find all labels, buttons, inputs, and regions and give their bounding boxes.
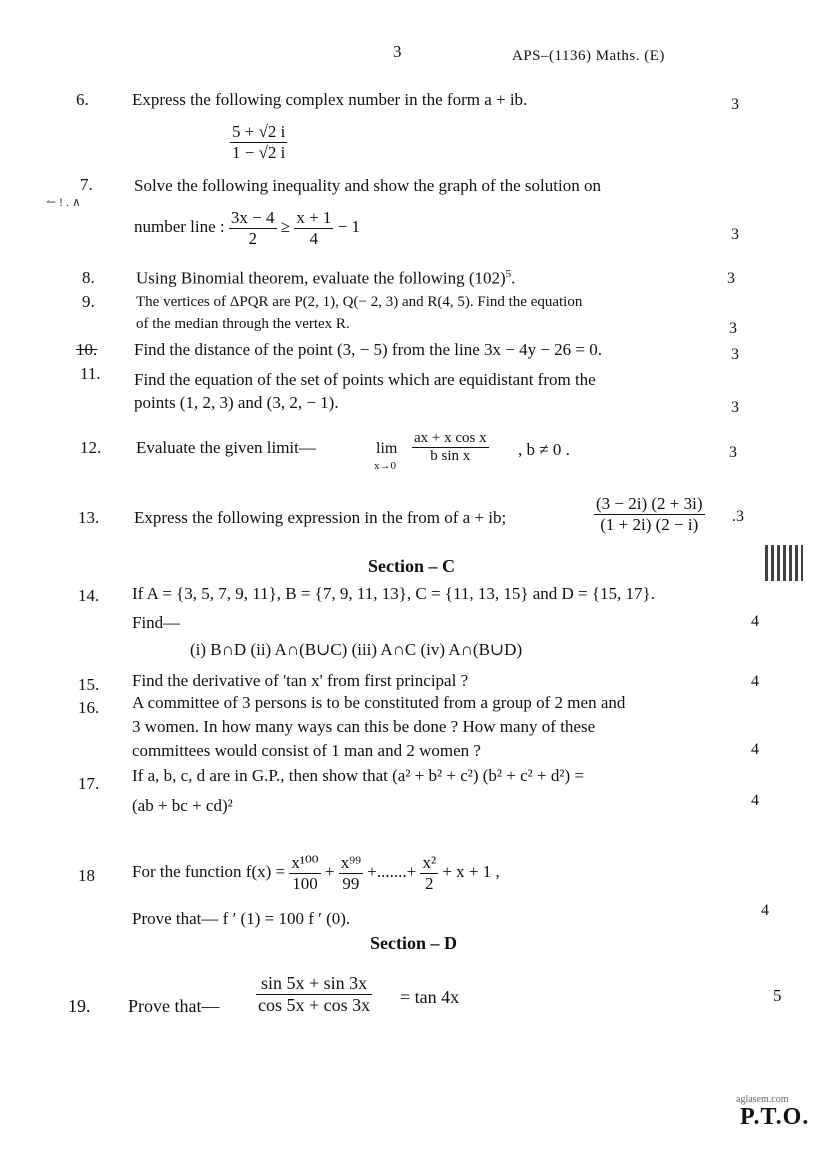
ge-symbol: ≥ [280,216,291,236]
question-text: Express the following complex number in the form a + ib. [132,90,528,109]
question-number: 16. [78,698,100,717]
fraction-numerator: 5 + √2 i [232,122,286,141]
fraction-numerator: (3 − 2i) (2 + 3i) [596,494,703,513]
question-text-line2: Prove that— f ′ (1) = 100 f ′ (0). [132,909,351,928]
question-marks: 4 [751,673,759,690]
question-number: 19. [68,996,91,1016]
question-suffix: + x + 1 , [442,861,500,881]
paper-code: APS–(1136) Maths. (E) [512,48,665,64]
fraction-numerator: sin 5x + sin 3x [256,973,372,995]
question-text [136,268,515,289]
qr-code-image [765,545,803,581]
pto-label: P.T.O. [740,1104,810,1130]
question-number: 12. [80,438,102,457]
question-number: 9. [82,292,95,311]
question-body: Using Binomial theorem, evaluate the following (102) [136,268,506,288]
question-text-line2: of the median through the vertex R. [136,316,350,332]
watermark: aglasem.com [736,1094,789,1105]
page-number: 3 [393,42,402,61]
question-text: For the function f(x) = $\frac{\text{x¹⁰⁰}}{100}$ + $\frac{\text{x⁹⁹}}{99}$ +.......+ $\frac{\text{x²}}{2}$ + x + 1 , [132,853,500,893]
question-subparts: (i) B∩D (ii) A∩(B∪C) (iii) A∩C (iv) A∩(B∪D) [190,640,523,659]
fraction-numerator: x¹⁰⁰ [291,853,319,872]
margin-note: ↼ ! . ∧ [46,195,81,209]
fraction-denominator: 2 [425,873,434,893]
question-text: A committee of 3 persons is to be constituted from a group of 2 men and [132,693,626,712]
fraction-numerator: 3x − 4 [230,208,275,227]
question-suffix: , b ≠ 0 . [518,440,570,459]
question-suffix: = tan 4x [400,987,460,1007]
fraction-denominator: 99 [342,873,360,893]
question-marks: 3 [731,96,739,113]
question-text-line2: (ab + bc + cd)² [132,796,233,815]
question-prefix: For the function f(x) = [132,861,286,881]
fraction-denominator: 4 [309,228,319,248]
fraction-numerator: x + 1 [296,208,332,227]
question-marks: 3 [731,226,739,243]
fraction [594,494,705,534]
question-marks: 3 [731,346,739,363]
fraction-denominator: 1 − √2 i [232,142,286,162]
question-number: 11. [80,364,101,383]
question-number: 13. [78,508,100,527]
question-number: 6. [76,90,89,109]
question-text-line2: points (1, 2, 3) and (3, 2, − 1). [134,393,339,412]
question-text-line2 [134,208,360,248]
fraction-numerator: x⁹⁹ [340,853,362,872]
fraction-denominator: (1 + 2i) (2 − i) [600,514,699,534]
question-number: 10. [76,340,98,359]
question-marks: 4 [751,792,759,809]
question-text: If a, b, c, d are in G.P., then show that (a² + b² + c²) (b² + c² + d²) = [132,766,584,785]
limit-symbol: lim [376,440,398,457]
question-text-line2: 3 women. In how many ways can this be done ? How many of these [132,717,596,736]
question-number: 18 [78,866,95,885]
fraction-denominator: cos 5x + cos 3x [258,994,371,1015]
limit-subscript: x→0 [374,460,396,472]
fraction-denominator: 2 [248,228,257,248]
question-text: Solve the following inequality and show the graph of the solution on [134,176,601,195]
question-marks: 4 [751,741,759,758]
question-marks: 3 [731,399,739,416]
punctuation: . [511,268,516,288]
question-prefix: number line : [134,216,225,236]
question-number: 7. [80,175,93,194]
fraction [256,973,372,1015]
question-text: Find the distance of the point (3, − 5) from the line 3x − 4y − 26 = 0. [134,340,602,359]
fraction [412,430,489,466]
fraction-numerator: x² [422,853,437,872]
fraction-denominator: b sin x [430,448,471,465]
fraction-numerator: ax + x cos x [412,430,489,448]
question-marks: 4 [761,902,769,919]
question-number: 17. [78,774,100,793]
exponent: 5 [505,268,512,280]
question-text-line3: committees would consist of 1 man and 2 women ? [132,741,481,760]
fraction-denominator: 100 [292,873,318,893]
question-text: If A = {3, 5, 7, 9, 11}, B = {7, 9, 11, 13}, C = {11, 13, 15} and D = {15, 17}. [132,584,655,603]
question-marks: 4 [751,613,759,630]
fraction [230,122,287,162]
series-dots: +.......+ [367,861,417,881]
question-marks: 3 [727,270,735,287]
question-number: 8. [82,268,95,287]
question-text: Express the following expression in the from of a + ib; [134,508,507,527]
question-marks: 5 [773,986,782,1005]
question-marks: 3 [729,320,737,337]
question-marks: 3 [729,444,737,461]
question-number: 14. [78,586,100,605]
expression-tail: − 1 [337,216,361,236]
question-number: 15. [78,675,100,694]
question-text: Evaluate the given limit— [136,438,316,457]
question-text: Find the derivative of 'tan x' from first principal ? [132,671,469,690]
question-text: Find the equation of the set of points which are equidistant from the [134,370,596,389]
question-marks: .3 [732,508,744,525]
section-heading: Section – C [368,556,455,576]
question-text: The vertices of ΔPQR are P(2, 1), Q(− 2, 3) and R(4, 5). Find the equation [136,294,583,310]
section-heading: Section – D [370,933,457,953]
question-text: Prove that— [128,996,220,1016]
question-text-line2: Find— [132,613,181,632]
